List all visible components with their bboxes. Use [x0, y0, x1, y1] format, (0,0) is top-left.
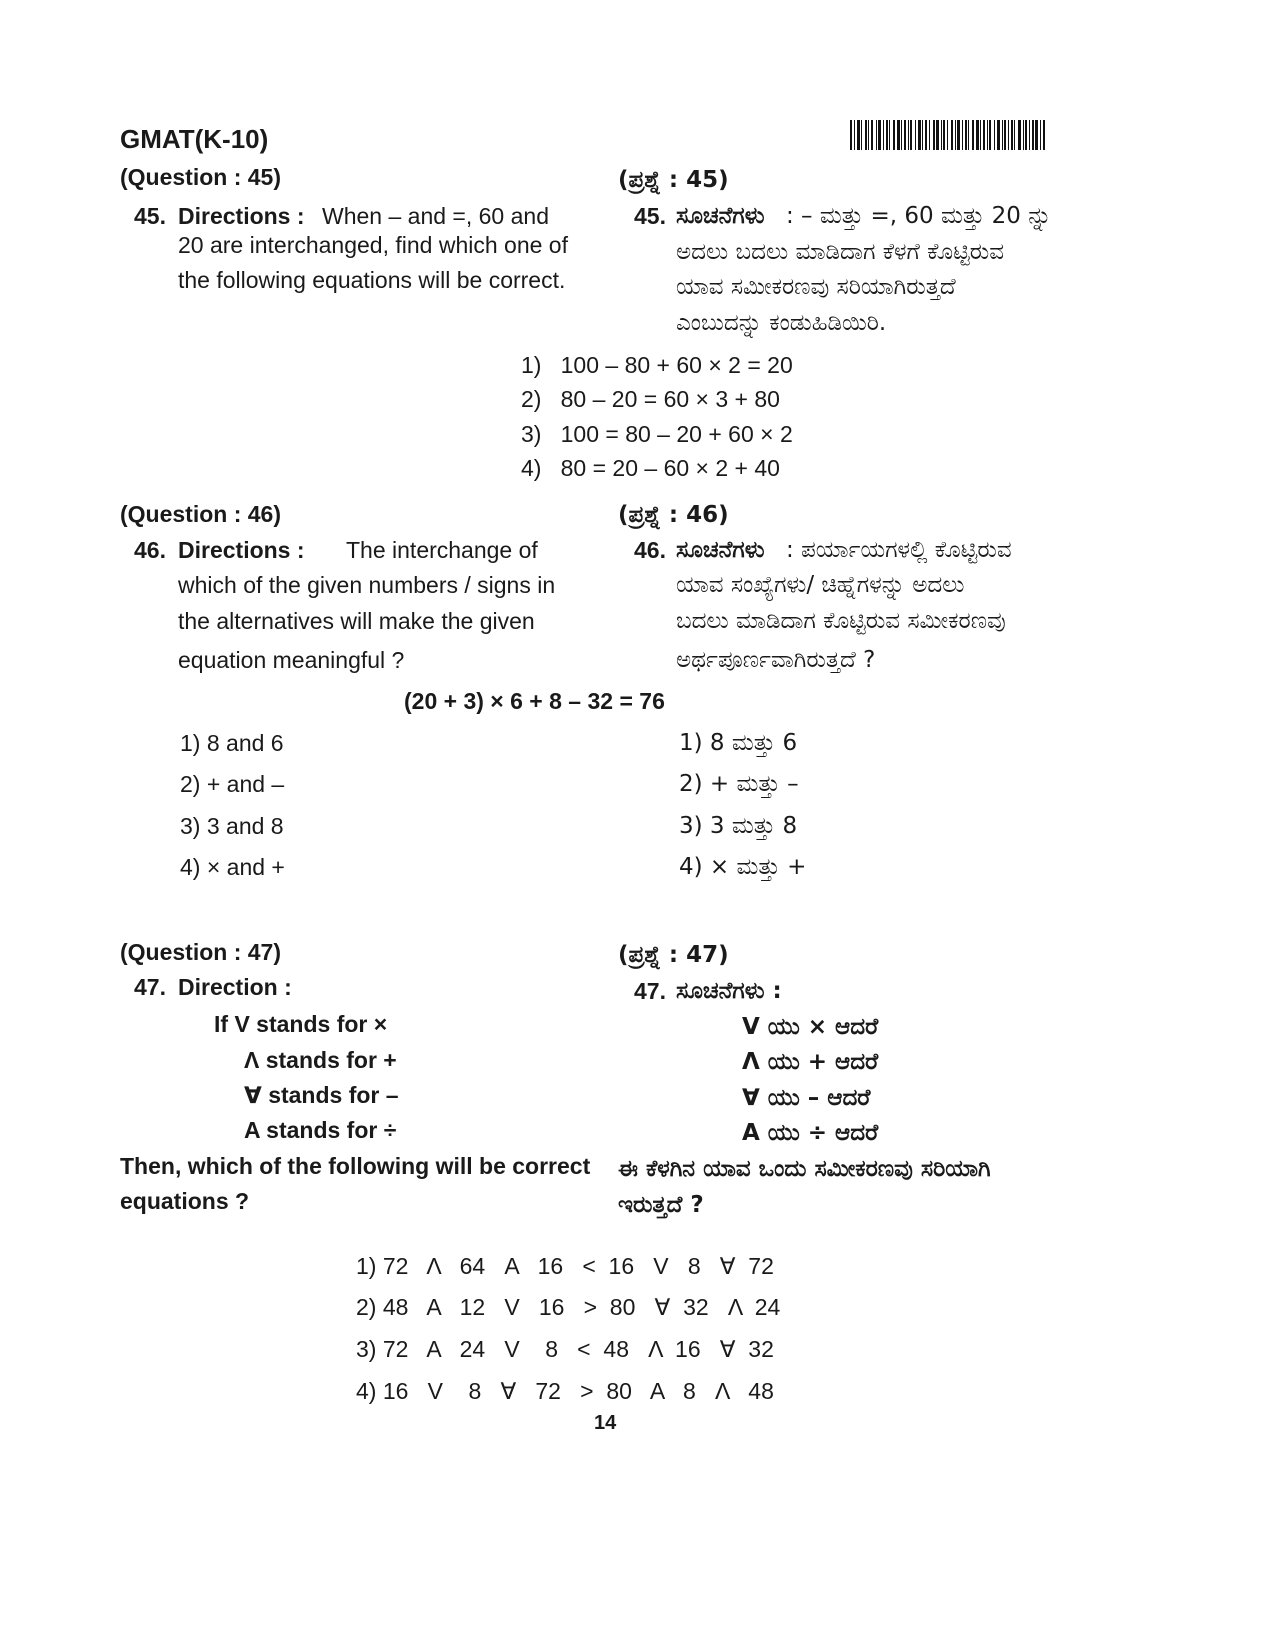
q45-option-3	[521, 416, 793, 452]
option-number: 2)	[356, 1294, 377, 1320]
q47-kn-question-line-2: ಇರುತ್ತದೆ ?	[618, 1192, 704, 1218]
q47-option-1	[356, 1248, 774, 1284]
q46-en-label: (Question : 46)	[120, 501, 282, 527]
q45-en-line-2: 20 are interchanged, find which one of	[178, 232, 568, 258]
option-number: 2)	[679, 771, 703, 797]
q46-en-line-3: the alternatives will make the given	[178, 608, 535, 634]
q47-option-2	[356, 1289, 780, 1325]
q46-kn-line-1: : ಪರ್ಯಾಯಗಳಲ್ಲಿ ಕೊಟ್ಟಿರುವ	[786, 537, 1012, 563]
q47-kn-rule-4: A ಯು ÷ ಆದರೆ	[742, 1120, 879, 1146]
q46-en-option-1	[180, 725, 284, 761]
option-text: × and +	[206, 854, 285, 880]
q45-en-number: 45.	[134, 203, 166, 229]
q46-kn-option-1	[679, 725, 797, 761]
q45-kn-line-1: : – ಮತ್ತು =, 60 ಮತ್ತು 20 ನ್ನು	[786, 203, 1052, 229]
q46-equation: (20 + 3) × 6 + 8 – 32 = 76	[404, 688, 665, 714]
q47-en-number: 47.	[134, 974, 166, 1000]
q47-en-question-line-1: Then, which of the following will be correct	[120, 1153, 591, 1179]
option-text: 100 – 80 + 60 × 2 = 20	[560, 352, 793, 378]
option-number: 3)	[679, 813, 703, 839]
q46-kn-line-3: ಬದಲು ಮಾಡಿದಾಗ ಕೊಟ್ಟಿರುವ ಸಮೀಕರಣವು	[676, 608, 1006, 634]
option-text: × ಮತ್ತು +	[709, 854, 807, 880]
q46-en-option-3	[180, 808, 284, 844]
q45-option-1	[521, 347, 793, 383]
option-text: 80 – 20 = 60 × 3 + 80	[560, 386, 780, 412]
q46-kn-option-3	[679, 808, 797, 844]
q45-option-4	[521, 450, 780, 486]
q46-en-option-4	[180, 849, 285, 885]
q45-en-line-3: the following equations will be correct.	[178, 267, 566, 293]
q47-en-rule-1: If V stands for ×	[214, 1011, 388, 1037]
q47-kn-direction: ಸೂಚನೆಗಳು :	[676, 978, 782, 1004]
option-number: 4)	[356, 1378, 377, 1404]
option-text: 72 Λ 64 A 16 < 16 V 8 ∀ 72	[382, 1253, 774, 1279]
option-text: 3 and 8	[206, 813, 284, 839]
q45-en-directions: Directions :	[178, 203, 305, 229]
q47-en-label: (Question : 47)	[120, 939, 282, 965]
q45-en-line-1: When – and =, 60 and	[322, 203, 549, 229]
option-number: 3)	[180, 813, 201, 839]
q47-kn-number: 47.	[634, 978, 666, 1004]
option-number: 2)	[521, 386, 542, 412]
q46-kn-line-2: ಯಾವ ಸಂಖ್ಯೆಗಳು/ ಚಿಹ್ನೆಗಳನ್ನು ಅದಲು	[676, 572, 965, 598]
q45-kn-directions: ಸೂಚನೆಗಳು	[676, 203, 765, 229]
q47-en-rule-2: Λ stands for +	[244, 1047, 397, 1073]
option-text: + ಮತ್ತು –	[709, 771, 799, 797]
q46-en-number: 46.	[134, 537, 166, 563]
q46-kn-option-2	[679, 766, 799, 802]
option-text: 80 = 20 – 60 × 2 + 40	[560, 455, 780, 481]
q45-kn-line-2: ಅದಲು ಬದಲು ಮಾಡಿದಾಗ ಕೆಳಗೆ ಕೊಟ್ಟಿರುವ	[676, 239, 1005, 265]
q46-kn-option-4	[679, 849, 806, 885]
option-text: 16 V 8 ∀ 72 > 80 A 8 Λ 48	[382, 1378, 774, 1404]
q47-kn-rule-1: V ಯು × ಆದರೆ	[742, 1014, 879, 1040]
q46-en-line-1: The interchange of	[346, 537, 538, 563]
option-number: 4)	[521, 455, 542, 481]
option-text: 8 and 6	[206, 730, 284, 756]
q47-en-rule-3: ∀ stands for –	[244, 1082, 399, 1108]
option-text: 48 A 12 V 16 > 80 ∀ 32 Λ 24	[382, 1294, 781, 1320]
q45-en-label: (Question : 45)	[120, 164, 282, 190]
q47-kn-label: (ಪ್ರಶ್ನೆ : 47)	[618, 942, 729, 968]
q46-en-line-4: equation meaningful ?	[178, 647, 405, 673]
option-number: 1)	[521, 352, 542, 378]
q47-kn-rule-2: Λ ಯು + ಆದರೆ	[742, 1049, 879, 1075]
q47-kn-rule-3: ∀ ಯು – ಆದರೆ	[742, 1085, 871, 1111]
q45-kn-line-3: ಯಾವ ಸಮೀಕರಣವು ಸರಿಯಾಗಿರುತ್ತದೆ	[676, 274, 956, 300]
q45-kn-line-4: ಎಂಬುದನ್ನು ಕಂಡುಹಿಡಿಯಿರಿ.	[676, 310, 887, 336]
q47-en-rule-4: A stands for ÷	[244, 1117, 397, 1143]
option-text: + and –	[206, 771, 285, 797]
q47-option-4	[356, 1373, 774, 1409]
q46-en-line-2: which of the given numbers / signs in	[178, 572, 556, 598]
option-number: 3)	[521, 421, 542, 447]
q45-kn-number: 45.	[634, 203, 666, 229]
q45-option-2	[521, 381, 780, 417]
option-text: 100 = 80 – 20 + 60 × 2	[560, 421, 793, 447]
option-number: 1)	[356, 1253, 377, 1279]
q45-kn-label: (ಪ್ರಶ್ನೆ : 45)	[618, 167, 729, 193]
q47-kn-question-line-1: ಈ ಕೆಳಗಿನ ಯಾವ ಒಂದು ಸಮೀಕರಣವು ಸರಿಯಾಗಿ	[618, 1156, 991, 1182]
option-number: 1)	[180, 730, 201, 756]
q47-en-question-line-2: equations ?	[120, 1188, 250, 1214]
q47-en-direction: Direction :	[178, 974, 292, 1000]
q46-kn-directions: ಸೂಚನೆಗಳು	[676, 537, 765, 563]
barcode-icon	[850, 120, 1092, 150]
q47-option-3	[356, 1331, 774, 1367]
option-text: 3 ಮತ್ತು 8	[709, 813, 798, 839]
option-text: 8 ಮತ್ತು 6	[709, 730, 798, 756]
page-number: 14	[594, 1412, 617, 1434]
q46-en-directions: Directions :	[178, 537, 305, 563]
q46-en-option-2	[180, 766, 284, 802]
q46-kn-line-4: ಅರ್ಥಪೂರ್ಣವಾಗಿರುತ್ತದೆ ?	[676, 647, 876, 673]
option-number: 1)	[679, 730, 703, 756]
q46-kn-label: (ಪ್ರಶ್ನೆ : 46)	[618, 502, 729, 528]
option-number: 3)	[356, 1336, 377, 1362]
option-number: 4)	[180, 854, 201, 880]
exam-code: GMAT(K-10)	[120, 124, 269, 154]
option-number: 2)	[180, 771, 201, 797]
option-number: 4)	[679, 854, 703, 880]
q46-kn-number: 46.	[634, 537, 666, 563]
option-text: 72 A 24 V 8 < 48 Λ 16 ∀ 32	[382, 1336, 774, 1362]
